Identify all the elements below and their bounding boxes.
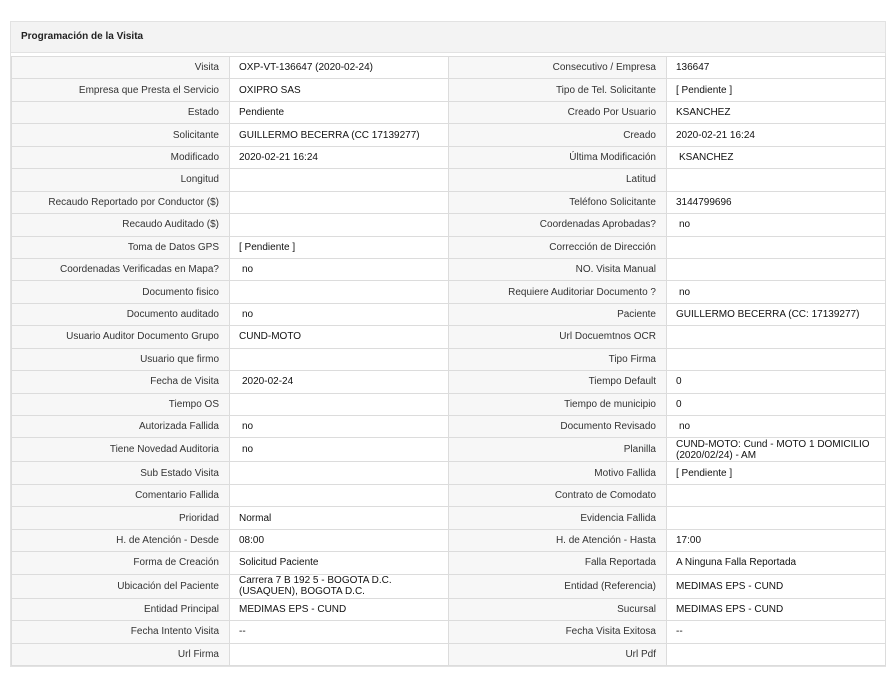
field-label: Solicitante bbox=[12, 124, 230, 146]
field-label: Consecutivo / Empresa bbox=[449, 57, 667, 79]
field-value bbox=[667, 258, 886, 280]
field-value: A Ninguna Falla Reportada bbox=[667, 552, 886, 574]
field-label: Tiempo OS bbox=[12, 393, 230, 415]
field-value bbox=[230, 643, 449, 665]
field-label: Creado Por Usuario bbox=[449, 101, 667, 123]
field-value: MEDIMAS EPS - CUND bbox=[667, 574, 886, 598]
field-label: Evidencia Fallida bbox=[449, 507, 667, 529]
field-value: Carrera 7 B 192 5 - BOGOTA D.C. (USAQUEN), BOGOTA D.C. bbox=[230, 574, 449, 598]
field-value: [ Pendiente ] bbox=[667, 79, 886, 101]
table-row bbox=[12, 529, 886, 551]
field-label: Tipo Firma bbox=[449, 348, 667, 370]
field-value: 3144799696 bbox=[667, 191, 886, 213]
table-row bbox=[12, 101, 886, 123]
field-label: Coordenadas Verificadas en Mapa? bbox=[12, 258, 230, 280]
field-label: Usuario Auditor Documento Grupo bbox=[12, 326, 230, 348]
field-value bbox=[667, 169, 886, 191]
field-label: Url Docuemtnos OCR bbox=[449, 326, 667, 348]
field-label: Prioridad bbox=[12, 507, 230, 529]
field-label: H. de Atención - Desde bbox=[12, 529, 230, 551]
field-value bbox=[667, 236, 886, 258]
field-label: Recaudo Reportado por Conductor ($) bbox=[12, 191, 230, 213]
field-label: Última Modificación bbox=[449, 146, 667, 168]
table-row bbox=[12, 416, 886, 438]
field-value: CUND-MOTO: Cund - MOTO 1 DOMICILIO (2020/02/24) - AM bbox=[667, 438, 886, 462]
field-value bbox=[230, 348, 449, 370]
field-value bbox=[667, 348, 886, 370]
field-label: Tipo de Tel. Solicitante bbox=[449, 79, 667, 101]
field-label: Latitud bbox=[449, 169, 667, 191]
field-label: Visita bbox=[12, 57, 230, 79]
field-label: Longitud bbox=[12, 169, 230, 191]
visit-details-body bbox=[12, 57, 886, 666]
table-row bbox=[12, 348, 886, 370]
field-label: Fecha de Visita bbox=[12, 371, 230, 393]
field-value: OXP-VT-136647 (2020-02-24) bbox=[230, 57, 449, 79]
field-label: Forma de Creación bbox=[12, 552, 230, 574]
field-label: Documento auditado bbox=[12, 303, 230, 325]
table-row bbox=[12, 643, 886, 665]
visit-schedule-panel bbox=[10, 21, 886, 667]
table-row bbox=[12, 621, 886, 643]
table-row bbox=[12, 258, 886, 280]
field-label: Tiene Novedad Auditoria bbox=[12, 438, 230, 462]
field-label: Contrato de Comodato bbox=[449, 484, 667, 506]
field-value bbox=[667, 507, 886, 529]
table-row bbox=[12, 326, 886, 348]
table-row bbox=[12, 438, 886, 462]
field-value: 08:00 bbox=[230, 529, 449, 551]
field-label: Fecha Intento Visita bbox=[12, 621, 230, 643]
field-value: GUILLERMO BECERRA (CC 17139277) bbox=[230, 124, 449, 146]
field-value: OXIPRO SAS bbox=[230, 79, 449, 101]
field-value: 2020-02-21 16:24 bbox=[230, 146, 449, 168]
field-label: Documento Revisado bbox=[449, 416, 667, 438]
table-row bbox=[12, 393, 886, 415]
field-label: Teléfono Solicitante bbox=[449, 191, 667, 213]
field-value bbox=[667, 326, 886, 348]
table-row bbox=[12, 191, 886, 213]
field-label: Falla Reportada bbox=[449, 552, 667, 574]
field-label: Sucursal bbox=[449, 598, 667, 620]
table-row bbox=[12, 57, 886, 79]
field-value bbox=[230, 484, 449, 506]
field-value: KSANCHEZ bbox=[667, 146, 886, 168]
table-row bbox=[12, 303, 886, 325]
field-label: Planilla bbox=[449, 438, 667, 462]
field-label: Usuario que firmo bbox=[12, 348, 230, 370]
field-value: Pendiente bbox=[230, 101, 449, 123]
table-row bbox=[12, 552, 886, 574]
table-row bbox=[12, 236, 886, 258]
table-row bbox=[12, 214, 886, 236]
field-value: Normal bbox=[230, 507, 449, 529]
field-value: 2020-02-21 16:24 bbox=[667, 124, 886, 146]
field-label: Creado bbox=[449, 124, 667, 146]
field-value bbox=[230, 393, 449, 415]
table-row bbox=[12, 169, 886, 191]
field-label: H. de Atención - Hasta bbox=[449, 529, 667, 551]
table-row bbox=[12, 484, 886, 506]
field-label: NO. Visita Manual bbox=[449, 258, 667, 280]
field-value: -- bbox=[230, 621, 449, 643]
field-value bbox=[230, 169, 449, 191]
field-value: GUILLERMO BECERRA (CC: 17139277) bbox=[667, 303, 886, 325]
field-value: CUND-MOTO bbox=[230, 326, 449, 348]
table-row bbox=[12, 574, 886, 598]
table-row bbox=[12, 507, 886, 529]
field-value: no bbox=[667, 281, 886, 303]
field-label: Entidad (Referencia) bbox=[449, 574, 667, 598]
field-value: [ Pendiente ] bbox=[230, 236, 449, 258]
field-label: Tiempo Default bbox=[449, 371, 667, 393]
field-label: Autorizada Fallida bbox=[12, 416, 230, 438]
field-value bbox=[667, 643, 886, 665]
field-value: Solicitud Paciente bbox=[230, 552, 449, 574]
field-value: -- bbox=[667, 621, 886, 643]
field-value bbox=[230, 462, 449, 484]
table-row bbox=[12, 124, 886, 146]
field-label: Motivo Fallida bbox=[449, 462, 667, 484]
table-row bbox=[12, 598, 886, 620]
field-value: no bbox=[230, 303, 449, 325]
field-value bbox=[667, 484, 886, 506]
field-label: Estado bbox=[12, 101, 230, 123]
field-value: no bbox=[230, 258, 449, 280]
field-value: no bbox=[667, 214, 886, 236]
field-value: MEDIMAS EPS - CUND bbox=[667, 598, 886, 620]
field-value: MEDIMAS EPS - CUND bbox=[230, 598, 449, 620]
visit-details-table bbox=[11, 56, 886, 666]
panel-title: Programación de la Visita bbox=[11, 22, 885, 53]
field-value: no bbox=[230, 438, 449, 462]
field-label: Entidad Principal bbox=[12, 598, 230, 620]
field-value bbox=[230, 281, 449, 303]
field-value: no bbox=[230, 416, 449, 438]
field-value: 0 bbox=[667, 393, 886, 415]
table-row bbox=[12, 462, 886, 484]
field-value: 2020-02-24 bbox=[230, 371, 449, 393]
field-label: Coordenadas Aprobadas? bbox=[449, 214, 667, 236]
table-row bbox=[12, 146, 886, 168]
table-row bbox=[12, 371, 886, 393]
field-value: 17:00 bbox=[667, 529, 886, 551]
field-value bbox=[230, 191, 449, 213]
field-label: Requiere Auditoriar Documento ? bbox=[449, 281, 667, 303]
table-row bbox=[12, 281, 886, 303]
field-label: Tiempo de municipio bbox=[449, 393, 667, 415]
field-label: Url Firma bbox=[12, 643, 230, 665]
field-label: Sub Estado Visita bbox=[12, 462, 230, 484]
field-label: Comentario Fallida bbox=[12, 484, 230, 506]
field-value: no bbox=[667, 416, 886, 438]
field-label: Documento fisico bbox=[12, 281, 230, 303]
field-label: Fecha Visita Exitosa bbox=[449, 621, 667, 643]
field-value bbox=[230, 214, 449, 236]
field-value: 136647 bbox=[667, 57, 886, 79]
field-label: Empresa que Presta el Servicio bbox=[12, 79, 230, 101]
field-value: 0 bbox=[667, 371, 886, 393]
field-label: Ubicación del Paciente bbox=[12, 574, 230, 598]
field-value: KSANCHEZ bbox=[667, 101, 886, 123]
field-label: Recaudo Auditado ($) bbox=[12, 214, 230, 236]
field-label: Toma de Datos GPS bbox=[12, 236, 230, 258]
field-value: [ Pendiente ] bbox=[667, 462, 886, 484]
field-label: Paciente bbox=[449, 303, 667, 325]
field-label: Modificado bbox=[12, 146, 230, 168]
field-label: Corrección de Dirección bbox=[449, 236, 667, 258]
table-row bbox=[12, 79, 886, 101]
field-label: Url Pdf bbox=[449, 643, 667, 665]
